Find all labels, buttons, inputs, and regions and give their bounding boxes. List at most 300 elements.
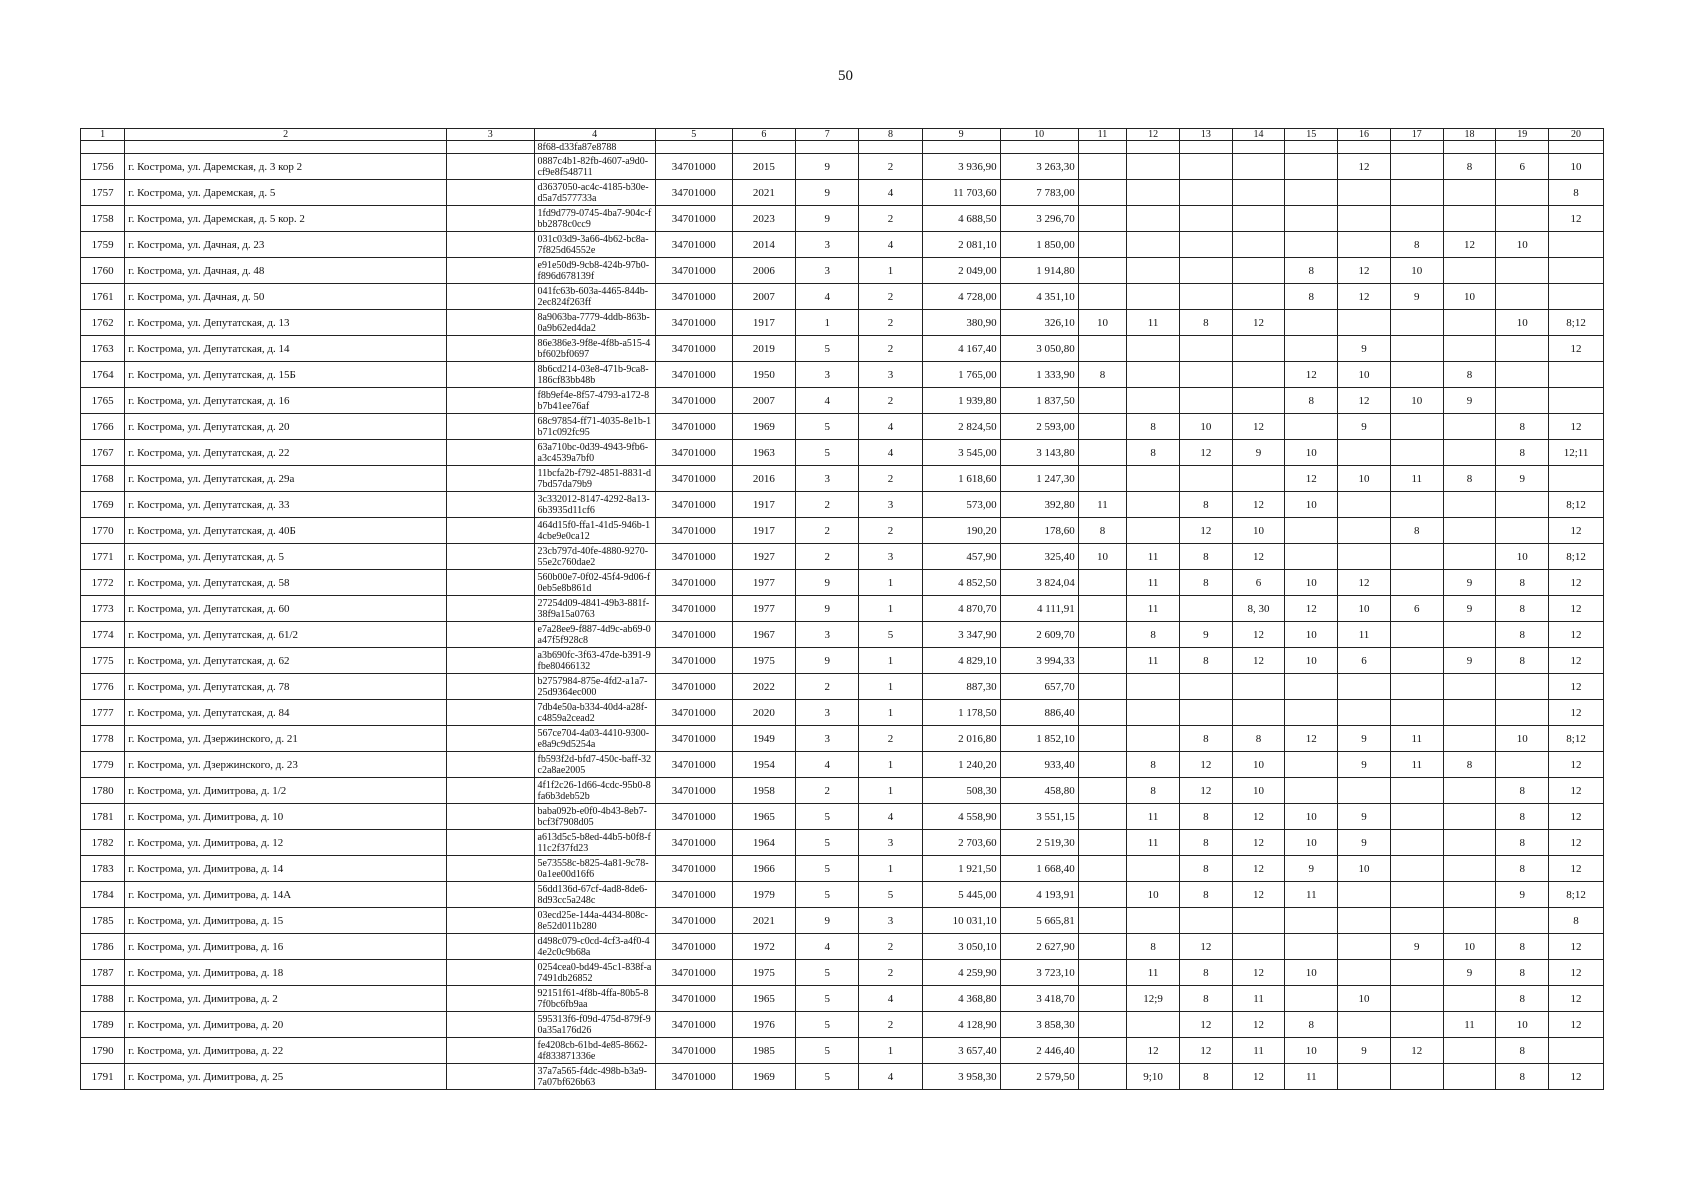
- total-area-cell: 573,00: [922, 492, 1000, 518]
- cell: [1338, 778, 1391, 804]
- cell: [1549, 362, 1604, 388]
- cell: [1549, 1038, 1604, 1064]
- total-area-cell: 3 050,10: [922, 934, 1000, 960]
- cell: [1078, 154, 1127, 180]
- cell: 8: [1232, 726, 1285, 752]
- living-area-cell: 3 296,70: [1000, 206, 1078, 232]
- living-area-cell: 2 579,50: [1000, 1064, 1078, 1090]
- year-cell: 2021: [732, 908, 795, 934]
- cell: 12: [1179, 518, 1232, 544]
- cell: [1285, 986, 1338, 1012]
- cell: 8;12: [1549, 544, 1604, 570]
- table-row: [81, 492, 1604, 518]
- address-cell: г. Кострома, ул. Димитрова, д. 15: [125, 908, 447, 934]
- total-area-cell: 4 728,00: [922, 284, 1000, 310]
- entrances-cell: 4: [859, 414, 922, 440]
- floors-cell: 2: [796, 492, 859, 518]
- okato-cell: 34701000: [655, 492, 732, 518]
- cell: 12: [1179, 1038, 1232, 1064]
- cell: [1496, 908, 1549, 934]
- cell: [1285, 908, 1338, 934]
- address-cell: г. Кострома, ул. Депутатская, д. 5: [125, 544, 447, 570]
- cell: 11: [1127, 804, 1180, 830]
- cell: [1078, 258, 1127, 284]
- living-area-cell: 3 723,10: [1000, 960, 1078, 986]
- entrances-cell: 4: [859, 180, 922, 206]
- floors-cell: 5: [796, 414, 859, 440]
- cell: 8: [1127, 622, 1180, 648]
- cell: [1338, 882, 1391, 908]
- cell: 10: [1285, 830, 1338, 856]
- guid-cell: 56dd136d-67cf-4ad8-8de6-8d93cc5a248c: [534, 882, 655, 908]
- cell: [1496, 674, 1549, 700]
- address-cell: г. Кострома, ул. Депутатская, д. 15Б: [125, 362, 447, 388]
- housing-registry-table: [80, 128, 1604, 1090]
- cell: [1390, 336, 1443, 362]
- floors-cell: 4: [796, 934, 859, 960]
- floors-cell: 3: [796, 232, 859, 258]
- total-area-cell: 4 852,50: [922, 570, 1000, 596]
- continued-row: [81, 141, 1604, 154]
- cell: 11: [1390, 752, 1443, 778]
- year-cell: 1979: [732, 882, 795, 908]
- cell: 8: [1285, 284, 1338, 310]
- cell: [1179, 232, 1232, 258]
- column-header: 20: [1549, 129, 1604, 141]
- cell: [446, 310, 534, 336]
- cell: 12;11: [1549, 440, 1604, 466]
- table-row: [81, 596, 1604, 622]
- cell: [1338, 141, 1391, 154]
- cell: 10: [1232, 518, 1285, 544]
- floors-cell: 5: [796, 440, 859, 466]
- cell: [1443, 414, 1496, 440]
- cell: 12: [1549, 1012, 1604, 1038]
- year-cell: 1985: [732, 1038, 795, 1064]
- cell: 10: [1496, 310, 1549, 336]
- guid-cell: 68c97854-ff71-4035-8e1b-1b71c092fc95: [534, 414, 655, 440]
- entrances-cell: 1: [859, 648, 922, 674]
- living-area-cell: 2 593,00: [1000, 414, 1078, 440]
- cell: [1338, 960, 1391, 986]
- floors-cell: 3: [796, 258, 859, 284]
- cell: [1232, 336, 1285, 362]
- cell: [1390, 544, 1443, 570]
- entrances-cell: 4: [859, 232, 922, 258]
- address-cell: г. Кострома, ул. Димитрова, д. 10: [125, 804, 447, 830]
- cell: [1443, 440, 1496, 466]
- address-cell: г. Кострома, ул. Депутатская, д. 84: [125, 700, 447, 726]
- cell: 10: [1338, 986, 1391, 1012]
- cell: 10: [1390, 258, 1443, 284]
- cell: 12: [1232, 804, 1285, 830]
- living-area-cell: 4 193,91: [1000, 882, 1078, 908]
- cell: 8;12: [1549, 726, 1604, 752]
- cell: [1127, 141, 1180, 154]
- total-area-cell: 887,30: [922, 674, 1000, 700]
- cell: [1443, 882, 1496, 908]
- guid-cell: 03ecd25e-144a-4434-808c-8e52d011b280: [534, 908, 655, 934]
- table-row: [81, 180, 1604, 206]
- cell: [1078, 1012, 1127, 1038]
- row-number-cell: 1773: [81, 596, 125, 622]
- column-header: 1: [81, 129, 125, 141]
- cell: 11: [1390, 726, 1443, 752]
- cell: 9: [1338, 804, 1391, 830]
- cell: 6: [1496, 154, 1549, 180]
- guid-cell: 11bcfa2b-f792-4851-8831-d7bd57da79b9: [534, 466, 655, 492]
- total-area-cell: 190,20: [922, 518, 1000, 544]
- cell: 12: [1549, 1064, 1604, 1090]
- guid-cell: b2757984-875e-4fd2-a1a7-25d9364ec000: [534, 674, 655, 700]
- cell: [446, 154, 534, 180]
- row-number-cell: 1772: [81, 570, 125, 596]
- table-row: [81, 206, 1604, 232]
- cell: [1549, 232, 1604, 258]
- year-cell: 1975: [732, 960, 795, 986]
- living-area-cell: 1 914,80: [1000, 258, 1078, 284]
- cell: 8: [1127, 440, 1180, 466]
- cell: [1127, 362, 1180, 388]
- cell: 8: [1179, 804, 1232, 830]
- column-header: 10: [1000, 129, 1078, 141]
- year-cell: 2007: [732, 388, 795, 414]
- cell: [1285, 934, 1338, 960]
- cell: [1390, 830, 1443, 856]
- entrances-cell: 2: [859, 518, 922, 544]
- cell: 8: [1496, 440, 1549, 466]
- cell: 8: [1390, 232, 1443, 258]
- floors-cell: 3: [796, 726, 859, 752]
- year-cell: 1917: [732, 518, 795, 544]
- cell: 8: [1179, 830, 1232, 856]
- year-cell: 1977: [732, 596, 795, 622]
- total-area-cell: 1 240,20: [922, 752, 1000, 778]
- cell: 10: [1285, 570, 1338, 596]
- cell: 8: [1179, 492, 1232, 518]
- cell: [1078, 648, 1127, 674]
- cell: [446, 258, 534, 284]
- page-number: 50: [838, 68, 853, 84]
- cell: 10: [1496, 726, 1549, 752]
- okato-cell: 34701000: [655, 388, 732, 414]
- cell: 12: [1285, 362, 1338, 388]
- total-area-cell: 1 618,60: [922, 466, 1000, 492]
- table-row: [81, 310, 1604, 336]
- year-cell: 2015: [732, 154, 795, 180]
- cell: 12;9: [1127, 986, 1180, 1012]
- okato-cell: 34701000: [655, 700, 732, 726]
- cell: [1443, 1038, 1496, 1064]
- cell: 10: [1285, 648, 1338, 674]
- cell: [446, 648, 534, 674]
- cell: [1127, 674, 1180, 700]
- cell: [446, 570, 534, 596]
- cell: 8: [1285, 1012, 1338, 1038]
- cell: 8: [1443, 752, 1496, 778]
- cell: 11: [1127, 648, 1180, 674]
- okato-cell: 34701000: [655, 180, 732, 206]
- cell: [1078, 882, 1127, 908]
- okato-cell: 34701000: [655, 778, 732, 804]
- cell: [1078, 180, 1127, 206]
- cell: 12: [1338, 154, 1391, 180]
- cell: 11: [1285, 1064, 1338, 1090]
- cell: 10: [1338, 856, 1391, 882]
- cell: 12: [1285, 596, 1338, 622]
- year-cell: 1969: [732, 414, 795, 440]
- guid-cell: baba092b-e0f0-4b43-8eb7-bcf3f7908d05: [534, 804, 655, 830]
- entrances-cell: 1: [859, 596, 922, 622]
- cell: 11: [1285, 882, 1338, 908]
- address-cell: г. Кострома, ул. Депутатская, д. 78: [125, 674, 447, 700]
- guid-cell: e91e50d9-9cb8-424b-97b0-f896d678139f: [534, 258, 655, 284]
- guid-cell: 37a7a565-f4dc-498b-b3a9-7a07bf626b63: [534, 1064, 655, 1090]
- floors-cell: 2: [796, 674, 859, 700]
- row-number-cell: 1775: [81, 648, 125, 674]
- cell: 10: [1549, 154, 1604, 180]
- row-number-cell: 1789: [81, 1012, 125, 1038]
- column-header: 19: [1496, 129, 1549, 141]
- okato-cell: 34701000: [655, 310, 732, 336]
- okato-cell: 34701000: [655, 518, 732, 544]
- cell: [446, 414, 534, 440]
- table-row: [81, 1064, 1604, 1090]
- entrances-cell: 4: [859, 804, 922, 830]
- cell: 9: [1496, 466, 1549, 492]
- cell: [446, 882, 534, 908]
- cell: [1078, 856, 1127, 882]
- table-row: [81, 388, 1604, 414]
- floors-cell: 2: [796, 518, 859, 544]
- living-area-cell: 3 994,33: [1000, 648, 1078, 674]
- entrances-cell: 2: [859, 206, 922, 232]
- cell: 11: [1127, 310, 1180, 336]
- cell: 10: [1285, 440, 1338, 466]
- cell: [446, 934, 534, 960]
- cell: 8: [1127, 752, 1180, 778]
- entrances-cell: 3: [859, 492, 922, 518]
- floors-cell: 3: [796, 700, 859, 726]
- cell: [1127, 180, 1180, 206]
- cell: 12: [1549, 622, 1604, 648]
- living-area-cell: 7 783,00: [1000, 180, 1078, 206]
- floors-cell: 4: [796, 752, 859, 778]
- address-cell: г. Кострома, ул. Депутатская, д. 29а: [125, 466, 447, 492]
- cell: 12: [1549, 596, 1604, 622]
- entrances-cell: 2: [859, 154, 922, 180]
- cell: [446, 830, 534, 856]
- cell: [1443, 492, 1496, 518]
- cell: [1390, 440, 1443, 466]
- total-area-cell: 2 824,50: [922, 414, 1000, 440]
- cell: [1338, 934, 1391, 960]
- row-number-cell: 1758: [81, 206, 125, 232]
- cell: [1338, 440, 1391, 466]
- cell: 9: [1443, 596, 1496, 622]
- cell: [1496, 336, 1549, 362]
- cell: [1127, 284, 1180, 310]
- cell: [1232, 206, 1285, 232]
- table-row: [81, 154, 1604, 180]
- table-row: [81, 752, 1604, 778]
- guid-cell: 7db4e50a-b334-40d4-a28f-c4859a2cead2: [534, 700, 655, 726]
- table-row: [81, 674, 1604, 700]
- address-cell: г. Кострома, ул. Димитрова, д. 22: [125, 1038, 447, 1064]
- cell: [446, 362, 534, 388]
- cell: [1285, 180, 1338, 206]
- entrances-cell: 1: [859, 752, 922, 778]
- okato-cell: 34701000: [655, 648, 732, 674]
- total-area-cell: 2 703,60: [922, 830, 1000, 856]
- cell: [1496, 492, 1549, 518]
- living-area-cell: 1 852,10: [1000, 726, 1078, 752]
- living-area-cell: 3 050,80: [1000, 336, 1078, 362]
- cell: 9: [1338, 336, 1391, 362]
- cell: 9: [1443, 570, 1496, 596]
- cell: [1338, 544, 1391, 570]
- year-cell: 2023: [732, 206, 795, 232]
- entrances-cell: 1: [859, 700, 922, 726]
- cell: [1078, 1064, 1127, 1090]
- living-area-cell: 2 519,30: [1000, 830, 1078, 856]
- table-row: [81, 700, 1604, 726]
- total-area-cell: 2 081,10: [922, 232, 1000, 258]
- cell: [1285, 414, 1338, 440]
- cell: [1078, 284, 1127, 310]
- cell: [1179, 284, 1232, 310]
- cell: [1179, 154, 1232, 180]
- cell: 12: [1443, 232, 1496, 258]
- cell: [1338, 492, 1391, 518]
- address-cell: г. Кострома, ул. Депутатская, д. 33: [125, 492, 447, 518]
- cell: 10: [1179, 414, 1232, 440]
- guid-cell: 63a710bc-0d39-4943-9fb6-a3c4539a7bf0: [534, 440, 655, 466]
- table-row: [81, 518, 1604, 544]
- entrances-cell: 2: [859, 960, 922, 986]
- entrances-cell: 1: [859, 1038, 922, 1064]
- cell: [1390, 570, 1443, 596]
- living-area-cell: 1 247,30: [1000, 466, 1078, 492]
- column-header: 7: [796, 129, 859, 141]
- guid-cell: 23cb797d-40fe-4880-9270-55e2c760dae2: [534, 544, 655, 570]
- cell: [1232, 154, 1285, 180]
- cell: [446, 388, 534, 414]
- cell: [1390, 648, 1443, 674]
- okato-cell: 34701000: [655, 232, 732, 258]
- cell: 10: [1390, 388, 1443, 414]
- column-header: 6: [732, 129, 795, 141]
- cell: 8: [1179, 1064, 1232, 1090]
- cell: [1078, 960, 1127, 986]
- table-row: [81, 856, 1604, 882]
- cell: 10: [1285, 622, 1338, 648]
- cell: [1338, 674, 1391, 700]
- okato-cell: 34701000: [655, 570, 732, 596]
- cell: 8: [1496, 856, 1549, 882]
- cell: [1078, 908, 1127, 934]
- cell: [1443, 622, 1496, 648]
- cell: [1285, 752, 1338, 778]
- cell: [446, 492, 534, 518]
- cell: 12: [1549, 648, 1604, 674]
- cell: 12: [1232, 882, 1285, 908]
- total-area-cell: 3 657,40: [922, 1038, 1000, 1064]
- floors-cell: 9: [796, 596, 859, 622]
- cell: 12: [1127, 1038, 1180, 1064]
- address-cell: г. Кострома, ул. Дачная, д. 23: [125, 232, 447, 258]
- column-header: 14: [1232, 129, 1285, 141]
- cell: 8: [1496, 1038, 1549, 1064]
- cell: [1338, 206, 1391, 232]
- cell: [1127, 908, 1180, 934]
- cell: 8: [1127, 934, 1180, 960]
- guid-cell: 0254cea0-bd49-45c1-838f-a7491db26852: [534, 960, 655, 986]
- table-row: [81, 960, 1604, 986]
- living-area-cell: 458,80: [1000, 778, 1078, 804]
- cell: [1127, 206, 1180, 232]
- entrances-cell: 4: [859, 440, 922, 466]
- entrances-cell: 5: [859, 882, 922, 908]
- row-number-cell: 1787: [81, 960, 125, 986]
- cell: 10: [1496, 232, 1549, 258]
- address-cell: г. Кострома, ул. Димитрова, д. 25: [125, 1064, 447, 1090]
- cell: [446, 466, 534, 492]
- cell: 9: [1232, 440, 1285, 466]
- cell: 8, 30: [1232, 596, 1285, 622]
- cell: [1443, 180, 1496, 206]
- cell: 10: [1078, 310, 1127, 336]
- cell: [1078, 986, 1127, 1012]
- cell: [1285, 544, 1338, 570]
- address-cell: г. Кострома, ул. Дзержинского, д. 21: [125, 726, 447, 752]
- cell: [1078, 336, 1127, 362]
- floors-cell: 5: [796, 804, 859, 830]
- cell: 12: [1232, 856, 1285, 882]
- entrances-cell: 2: [859, 310, 922, 336]
- living-area-cell: 178,60: [1000, 518, 1078, 544]
- cell: [1390, 206, 1443, 232]
- cell: [859, 141, 922, 154]
- cell: [446, 518, 534, 544]
- floors-cell: 9: [796, 206, 859, 232]
- floors-cell: 5: [796, 1064, 859, 1090]
- cell: 8: [1496, 570, 1549, 596]
- okato-cell: 34701000: [655, 336, 732, 362]
- total-area-cell: 4 870,70: [922, 596, 1000, 622]
- cell: [446, 596, 534, 622]
- living-area-cell: 3 551,15: [1000, 804, 1078, 830]
- cell: [1179, 700, 1232, 726]
- cell: [1078, 596, 1127, 622]
- cell: 9;10: [1127, 1064, 1180, 1090]
- cell: 8;12: [1549, 882, 1604, 908]
- cell: 8: [1496, 596, 1549, 622]
- year-cell: 1917: [732, 310, 795, 336]
- cell: 12: [1179, 752, 1232, 778]
- cell: 8: [1179, 882, 1232, 908]
- cell: 8: [1285, 258, 1338, 284]
- cell: 12: [1549, 700, 1604, 726]
- cell: 9: [1443, 388, 1496, 414]
- cell: 11: [1443, 1012, 1496, 1038]
- cell: [81, 141, 125, 154]
- cell: [1496, 752, 1549, 778]
- cell: [1549, 258, 1604, 284]
- entrances-cell: 3: [859, 362, 922, 388]
- table-row: [81, 570, 1604, 596]
- living-area-cell: 2 627,90: [1000, 934, 1078, 960]
